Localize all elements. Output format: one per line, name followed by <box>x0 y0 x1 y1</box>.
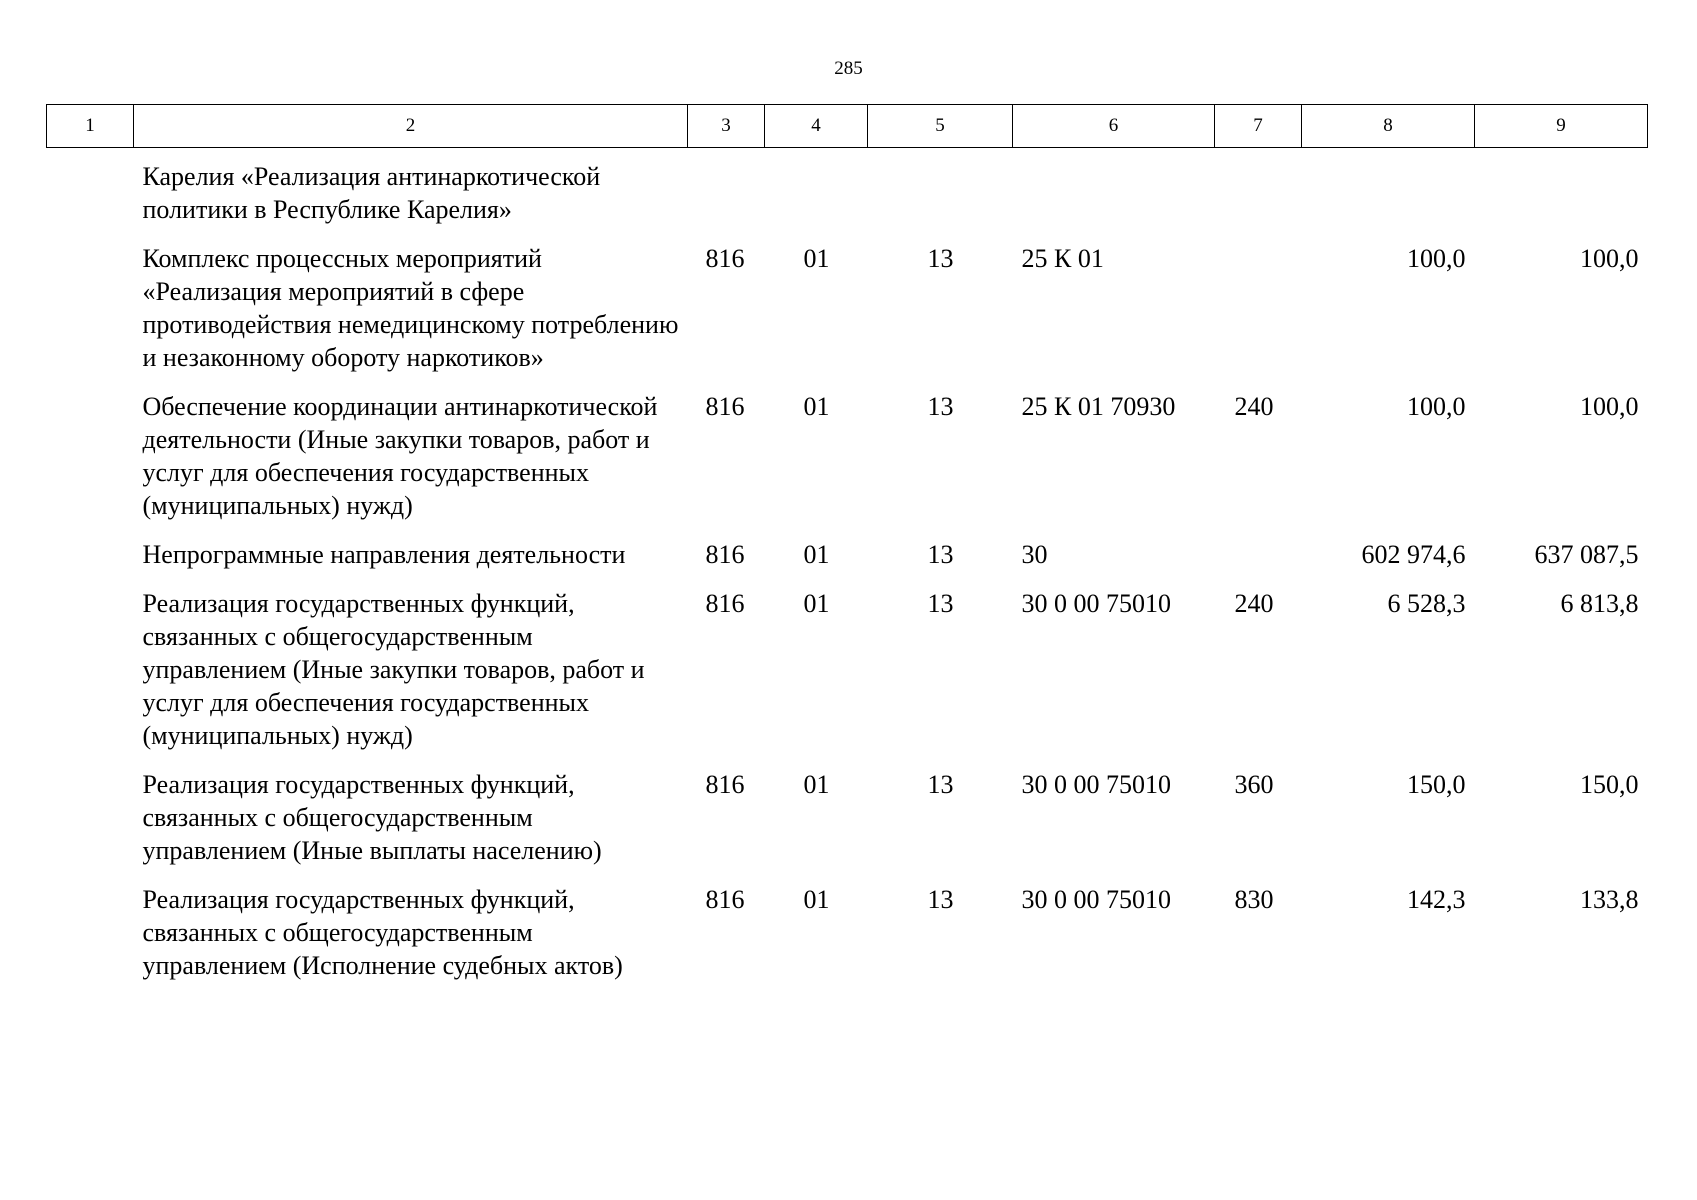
cell-col-6: 30 <box>1021 540 1048 569</box>
cell-col-6: 30 0 00 75010 <box>1021 589 1171 618</box>
cell-col-1 <box>47 768 134 883</box>
cell-name: Реализация государственных функций, связанных с общегосударственным управлением (Иные закупки товаров, работ и услуг для обеспечения государственных (муниципальных) нужд) <box>142 589 645 750</box>
cell-col-5: 13 <box>927 770 954 799</box>
header-col-7: 7 <box>1215 105 1302 148</box>
cell-col-3: 816 <box>705 244 745 273</box>
cell-col-4: 01 <box>803 540 830 569</box>
cell-col-5: 13 <box>927 540 954 569</box>
cell-col-8: 100,0 <box>1407 244 1466 273</box>
cell-col-9: 637 087,5 <box>1534 540 1639 569</box>
cell-col-3: 816 <box>705 589 745 618</box>
header-col-2: 2 <box>134 105 688 148</box>
cell-col-9 <box>1475 148 1648 243</box>
cell-col-8: 602 974,6 <box>1361 540 1466 569</box>
cell-col-5: 13 <box>927 885 954 914</box>
cell-col-5: 13 <box>927 244 954 273</box>
table-row <box>47 538 1648 587</box>
cell-col-3: 816 <box>705 885 745 914</box>
page-number: 285 <box>834 58 863 79</box>
cell-col-8: 150,0 <box>1407 770 1466 799</box>
header-col-3: 3 <box>688 105 765 148</box>
cell-col-4: 01 <box>803 770 830 799</box>
cell-col-7: 240 <box>1234 392 1274 421</box>
cell-col-7: 360 <box>1234 770 1274 799</box>
cell-col-7 <box>1215 148 1302 243</box>
cell-col-8 <box>1302 148 1475 243</box>
table-row <box>47 883 1648 998</box>
header-row <box>47 105 1648 148</box>
cell-col-6 <box>1013 148 1215 243</box>
cell-col-4: 01 <box>803 589 830 618</box>
cell-name: Реализация государственных функций, связанных с общегосударственным управлением (Иные выплаты населению) <box>142 770 602 865</box>
header-col-6: 6 <box>1013 105 1215 148</box>
cell-col-7 <box>1215 538 1302 587</box>
cell-name: Комплекс процессных мероприятий «Реализация мероприятий в сфере противодействия немедицинскому потреблению и незаконному обороту наркотиков» <box>142 244 679 372</box>
table-row <box>47 587 1648 768</box>
cell-col-7 <box>1215 242 1302 390</box>
cell-col-5: 13 <box>927 589 954 618</box>
cell-col-1 <box>47 148 134 243</box>
table-row <box>47 768 1648 883</box>
cell-col-6: 25 К 01 70930 <box>1021 392 1176 421</box>
cell-col-3: 816 <box>705 540 745 569</box>
cell-col-6: 30 0 00 75010 <box>1021 770 1171 799</box>
cell-col-4: 01 <box>803 244 830 273</box>
cell-col-5 <box>868 148 1013 243</box>
cell-col-6: 30 0 00 75010 <box>1021 885 1171 914</box>
header-col-9: 9 <box>1475 105 1648 148</box>
cell-name: Обеспечение координации антинаркотической деятельности (Иные закупки товаров, работ и услуг для обеспечения государственных (муниципальных) нужд) <box>142 392 658 520</box>
cell-col-8: 142,3 <box>1407 885 1466 914</box>
cell-col-4: 01 <box>803 392 830 421</box>
budget-table <box>46 104 1648 998</box>
cell-name: Реализация государственных функций, связанных с общегосударственным управлением (Исполнение судебных актов) <box>142 885 623 980</box>
cell-col-1 <box>47 242 134 390</box>
cell-col-3: 816 <box>705 770 745 799</box>
cell-col-6: 25 К 01 <box>1021 244 1104 273</box>
cell-col-9: 6 813,8 <box>1560 589 1639 618</box>
cell-col-3: 816 <box>705 392 745 421</box>
table-row <box>47 390 1648 538</box>
cell-col-9: 133,8 <box>1580 885 1639 914</box>
table-row <box>47 242 1648 390</box>
table-header <box>47 105 1648 148</box>
cell-col-9: 150,0 <box>1580 770 1639 799</box>
cell-col-7: 240 <box>1234 589 1274 618</box>
header-col-5: 5 <box>868 105 1013 148</box>
cell-col-9: 100,0 <box>1580 392 1639 421</box>
header-col-8: 8 <box>1302 105 1475 148</box>
table-body <box>47 148 1648 999</box>
cell-col-1 <box>47 390 134 538</box>
cell-col-8: 6 528,3 <box>1387 589 1466 618</box>
table-row <box>47 148 1648 243</box>
cell-col-9: 100,0 <box>1580 244 1639 273</box>
cell-col-1 <box>47 587 134 768</box>
cell-col-3 <box>688 148 765 243</box>
cell-col-4 <box>765 148 868 243</box>
header-col-4: 4 <box>765 105 868 148</box>
cell-col-5: 13 <box>927 392 954 421</box>
cell-col-8: 100,0 <box>1407 392 1466 421</box>
cell-col-7: 830 <box>1234 885 1274 914</box>
cell-col-1 <box>47 883 134 998</box>
cell-col-4: 01 <box>803 885 830 914</box>
header-col-1: 1 <box>47 105 134 148</box>
cell-name: Карелия «Реализация антинаркотической политики в Республике Карелия» <box>142 162 601 224</box>
cell-name: Непрограммные направления деятельности <box>142 540 626 569</box>
cell-col-1 <box>47 538 134 587</box>
